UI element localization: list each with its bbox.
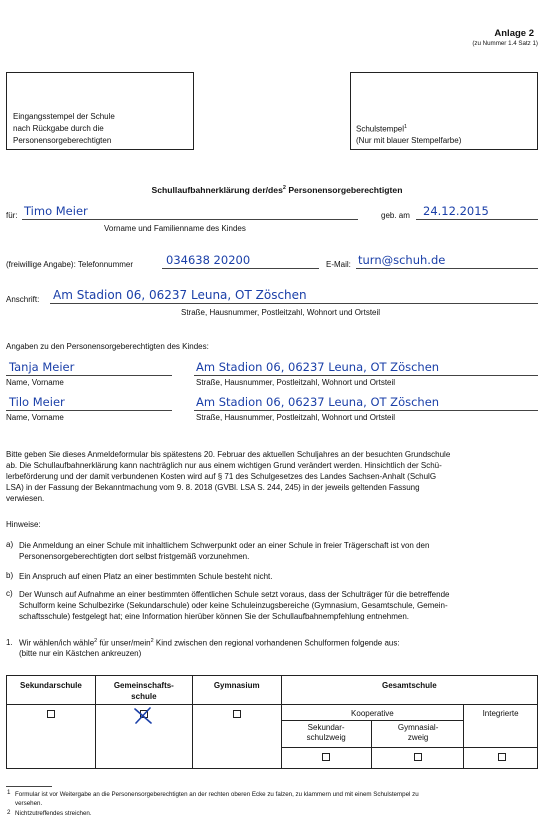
address-field[interactable]: Am Stadion 06, 06237 Leuna, OT Zöschen	[53, 288, 307, 302]
cell-sekundarschule	[7, 705, 96, 769]
birth-date-line	[416, 219, 538, 220]
email-label: E-Mail:	[326, 260, 351, 269]
col-header-gesamtschule: Gesamtschule	[281, 676, 537, 705]
check-cross-mark-icon	[133, 707, 153, 725]
kooperative-divider	[282, 720, 464, 721]
checkbox-sekundarschule[interactable]	[47, 710, 55, 718]
phone-line	[162, 268, 319, 269]
choice-number: 1.	[6, 638, 13, 647]
form-title: Schullaufbahnerklärung der/des$^2$ Personensorgeberechtigten	[151, 185, 403, 195]
for-label: für:	[6, 211, 18, 220]
address-line	[50, 303, 538, 304]
guardians-intro: Angaben zu den Personensorgeberechtigten des Kindes:	[6, 342, 209, 351]
annex-reference: (zu Nummer 1.4 Satz 1)	[472, 40, 538, 47]
guardian-2-name-line	[6, 410, 172, 411]
checkbox-sekundarschulzweig[interactable]	[322, 753, 330, 761]
col-header-gymnasium: Gymnasium	[192, 676, 281, 705]
info-paragraph: Bitte geben Sie dieses Anmeldeformular bis spätestens 20. Februar des aktuellen Schuljahres an der besuchten Grundschule ab. Die Schullaufbahnerklärung kann nachträglich nur aus einem wichtigen Grund verändert werden. Hinsichtlich der Schü- lerbeförderung und der damit verbundenen Kosten wird auf § 71 des Schulgesetzes des Landes Sachsen-Anhalt (SchulG LSA) in der Fassung der Bekanntmachung vom 9. 8. 2018 (GVBl. LSA S. 244, 245) in der jeweils geltenden Fassung verwiesen.	[6, 450, 451, 503]
birth-date-field[interactable]: 24.12.2015	[423, 204, 489, 218]
checkbox-gymnasialzweig[interactable]	[414, 753, 422, 761]
integrierte-lower-divider	[464, 747, 537, 748]
hint-c-text: Der Wunsch auf Aufnahme an einer bestimmten öffentlichen Schule setzt voraus, dass der Schulträger für die betreffende Schulform keine Schulbezirke (Sekundarschule) oder keine Schuleinzugsbereiche (Gymnasium, Gesamtschule, Gemein- schaftsschule) festgelegt hat; eine Information hierüber können Sie der Schullaufbahnempfehlung entnehmen.	[19, 590, 450, 621]
kooperative-lower-divider	[282, 747, 464, 748]
birth-date-label: geb. am	[381, 211, 410, 220]
guardian-2-address[interactable]: Am Stadion 06, 06237 Leuna, OT Zöschen	[196, 395, 440, 409]
guardian-1-name-line	[6, 375, 172, 376]
school-type-table	[6, 675, 538, 769]
hint-c-marker: c)	[6, 589, 13, 598]
guardian-1-address-caption: Straße, Hausnummer, Postleitzahl, Wohnort und Ortsteil	[196, 378, 396, 387]
guardian-2-address-caption: Straße, Hausnummer, Postleitzahl, Wohnort und Ortsteil	[196, 413, 396, 422]
email-line	[356, 268, 538, 269]
child-name-caption: Vorname und Familienname des Kindes	[104, 224, 246, 233]
guardian-2-name-caption: Name, Vorname	[6, 413, 64, 422]
col-header-sekundarschule: Sekundarschule	[7, 676, 96, 705]
phone-field[interactable]: 034638 20200	[166, 253, 251, 267]
col-header-gemeinschaftsschule: Gemeinschafts- schule	[95, 676, 192, 705]
stamp-box-left-line-3: Personensorgeberechtigten	[13, 136, 112, 145]
gymnasialzweig-label: Gymnasial- zweig	[397, 723, 439, 742]
stamp-box-left-line-2: nach Rückgabe durch die	[13, 124, 104, 133]
hint-a-text: Die Anmeldung an einer Schule mit inhaltlichem Schwerpunkt oder an einer Schule in freier Trägerschaft ist von den Personensorgeberechtigten dort selbst fristgemäß vorzunehmen.	[19, 541, 430, 561]
stamp-box-right-line-2: (Nur mit blauer Stempelfarbe)	[356, 136, 462, 145]
footnote-1-number: 1	[7, 789, 11, 796]
child-name-line	[22, 219, 358, 220]
guardian-2-address-line	[194, 410, 538, 411]
annex-title: Anlage 2	[494, 28, 534, 39]
footnote-separator	[6, 786, 52, 787]
cell-gemeinschaftsschule	[95, 705, 192, 769]
integrierte-label: Integrierte	[482, 709, 519, 718]
address-caption: Straße, Hausnummer, Postleitzahl, Wohnort und Ortsteil	[181, 308, 381, 317]
guardian-1-address[interactable]: Am Stadion 06, 06237 Leuna, OT Zöschen	[196, 360, 440, 374]
footnote-2-number: 2	[7, 809, 11, 816]
hint-a-marker: a)	[6, 540, 14, 549]
guardian-1-address-line	[194, 375, 538, 376]
choice-hint: (bitte nur ein Kästchen ankreuzen)	[19, 649, 142, 658]
stamp-box-right-line-1: Schulstempel$^1$	[356, 124, 408, 134]
email-field[interactable]: turn@schuh.de	[358, 253, 446, 267]
cell-integrierte	[464, 705, 538, 769]
hint-b-text: Ein Anspruch auf einen Platz an einer bestimmten Schule besteht nicht.	[19, 572, 273, 581]
guardian-1-name[interactable]: Tanja Meier	[9, 360, 75, 374]
choice-instruction: Wir wählen/ich wähle$^2$ für unser/mein$^2$ Kind zwischen den regional vorhandenen Schulformen folgende aus:	[19, 638, 400, 648]
sekundarschulzweig-label: Sekundar- schulzweig	[306, 723, 346, 742]
checkbox-integrierte[interactable]	[498, 753, 506, 761]
kooperative-label: Kooperative	[351, 709, 394, 718]
cell-gymnasium	[192, 705, 281, 769]
cell-kooperative	[281, 705, 464, 769]
hint-b-marker: b)	[6, 571, 14, 580]
school-entry-stamp-box	[6, 72, 194, 150]
address-label: Anschrift:	[6, 295, 40, 304]
hints-title: Hinweise:	[6, 520, 41, 529]
guardian-2-name[interactable]: Tilo Meier	[9, 395, 65, 409]
footnote-ref-1: 1	[404, 124, 408, 130]
stamp-box-left-line-1: Eingangsstempel der Schule	[13, 112, 115, 121]
phone-label: (freiwillige Angabe): Telefonnummer	[6, 260, 134, 269]
guardian-1-name-caption: Name, Vorname	[6, 378, 64, 387]
school-stamp-box	[350, 72, 538, 150]
child-name-field[interactable]: Timo Meier	[24, 204, 88, 218]
footnote-2-text: Nichtzutreffendes streichen.	[15, 810, 92, 817]
footnote-1-text: Formular ist vor Weitergabe an die Personensorgeberechtigten an der rechten oberen Ecke zu falzen, zu klammern und mit einem Schulstempel zu versehen.	[15, 791, 419, 807]
checkbox-gymnasium[interactable]	[233, 710, 241, 718]
